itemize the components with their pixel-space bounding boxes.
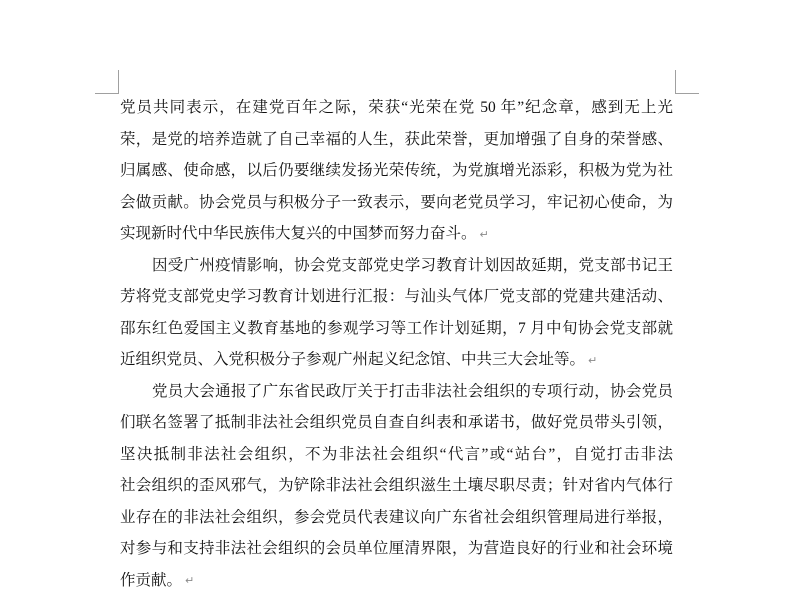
line-text: 们联名签署了抵制非法社会组织党员自查自纠表和承诺书，做好党员带头引领， [120, 414, 673, 431]
line-text: 社会组织的歪风邪气，为铲除非法社会组织滋生土壤尽职尽责；针对省内气体行 [120, 477, 673, 494]
line-text: 业存在的非法社会组织，参会党员代表建议向广东省社会组织管理局进行举报， [120, 508, 673, 526]
paragraph-3-line-2 [120, 407, 673, 439]
line-text: 坚决抵制非法社会组织，不为非法社会组织“代言”或“站台”，自觉打击非法 [120, 445, 673, 463]
line-text: 会做贡献。协会党员与积极分子一致表示，要向老党员学习，牢记初心使命，为 [120, 193, 673, 211]
paragraph-mark-icon: ↵ [588, 353, 598, 367]
paragraph-2-line-3 [120, 313, 673, 345]
top-right-margin-marker [675, 70, 699, 94]
document-text-body[interactable] [120, 92, 673, 596]
paragraph-2-line-2 [120, 281, 673, 313]
line-text: 党员共同表示，在建党百年之际，荣获“光荣在党 50 年”纪念章，感到无上光 [120, 99, 673, 116]
line-text: 邵东红色爱国主义教育基地的参观学习等工作计划延期，7 月中旬协会党支部就 [120, 319, 673, 337]
paragraph-3-line-7 [120, 565, 673, 597]
paragraph-1-line-2 [120, 124, 673, 156]
paragraph-2-line-4 [120, 344, 673, 376]
paragraph-1-line-4 [120, 187, 673, 219]
line-text: 党员大会通报了广东省民政厅关于打击非法社会组织的专项行动，协会党员 [152, 382, 673, 400]
line-text: 荣，是党的培养造就了自己幸福的人生，获此荣誉，更加增强了自身的荣誉感、 [120, 130, 673, 148]
paragraph-3-line-1 [120, 376, 673, 408]
line-text: 归属感、使命感，以后仍要继续发扬光荣传统，为党旗增光添彩，积极为党为社 [120, 162, 673, 179]
line-text: 因受广州疫情影响，协会党支部党史学习教育计划因故延期，党支部书记王 [152, 256, 673, 274]
paragraph-3-line-6 [120, 533, 673, 565]
line-text: 作贡献。 [120, 571, 183, 589]
paragraph-1-line-5 [120, 218, 673, 250]
paragraph-mark-icon: ↵ [185, 574, 195, 588]
paragraph-mark-icon: ↵ [479, 227, 489, 241]
paragraph-3-line-3 [120, 439, 673, 471]
line-text: 实现新时代中华民族伟大复兴的中国梦而努力奋斗。 [120, 225, 477, 242]
line-text: 芳将党支部党史学习教育计划进行汇报：与汕头气体厂党支部的党建共建活动、 [120, 288, 673, 305]
paragraph-3-line-4 [120, 470, 673, 502]
paragraph-1-line-3 [120, 155, 673, 187]
line-text: 近组织党员、入党积极分子参观广州起义纪念馆、中共三大会址等。 [120, 351, 586, 368]
paragraph-3-line-5 [120, 502, 673, 534]
paragraph-2-line-1 [120, 250, 673, 282]
paragraph-1-line-1 [120, 92, 673, 124]
top-left-margin-marker [95, 70, 119, 94]
line-text: 对参与和支持非法社会组织的会员单位厘清界限，为营造良好的行业和社会环境 [120, 540, 673, 557]
